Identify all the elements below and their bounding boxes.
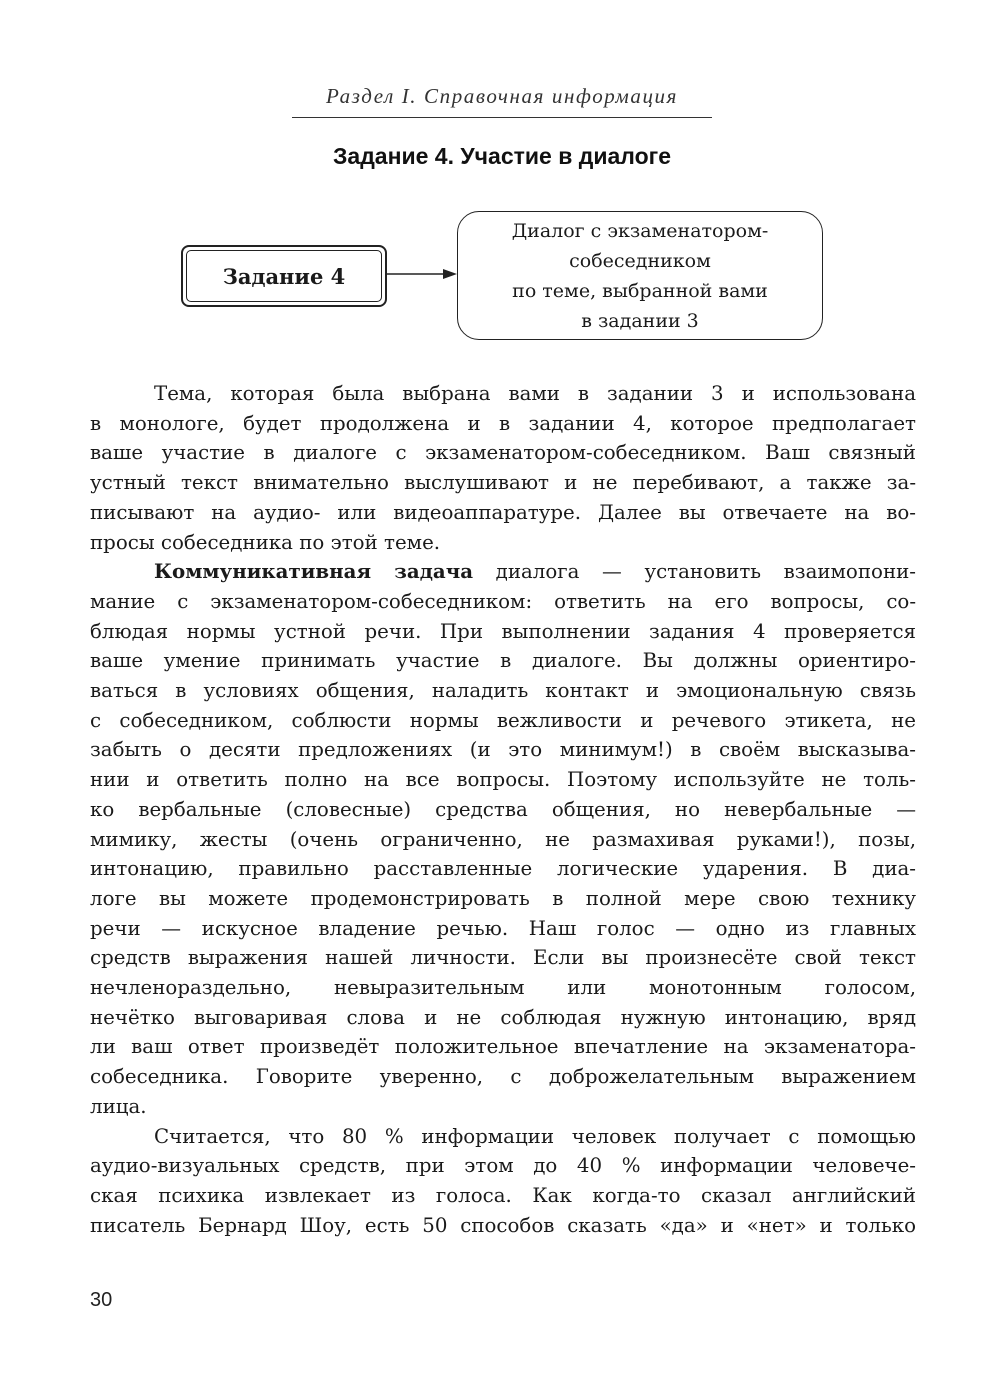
section-title: Задание 4. Участие в диалоге	[333, 143, 671, 169]
text-line: блюдая нормы устной речи. При выполнении задания 4 проверяется	[90, 619, 916, 643]
page-number: 30	[90, 1289, 113, 1311]
bold-term: Коммуникативная задача	[154, 559, 474, 584]
text-line: ская психика извлекает из голоса. Как когда-то сказал английский	[90, 1183, 916, 1207]
text-line: нечленораздельно, невыразительным или монотонным голосом,	[90, 976, 916, 1000]
text-line: нии и ответить полно на все вопросы. Поэтому используйте не толь-	[90, 768, 916, 792]
dialog-box-line: Диалог с экзаменатором-	[511, 219, 769, 242]
text-line: ваться в условиях общения, наладить контакт и эмоциональную связь	[90, 679, 916, 703]
text-line: нечётко выговаривая слова и не соблюдая нужную интонацию, вряд	[90, 1005, 916, 1029]
paragraph-3	[90, 1122, 916, 1241]
text-line: писатель Бернард Шоу, есть 50 способов сказать «да» и «нет» и только	[90, 1213, 916, 1237]
text-line: Тема, которая была выбрана вами в задании 3 и использована	[154, 382, 916, 405]
task-box	[181, 245, 387, 307]
text-line: в монологе, будет продолжена и в задании 4, которое предполагает	[90, 411, 916, 435]
text-line: писывают на аудио- или видеоаппаратуре. Далее вы отвечаете на во-	[90, 500, 916, 524]
text-line: речи — искусное владение речью. Наш голос — одно из главных	[90, 916, 916, 940]
body-text	[90, 379, 916, 1240]
arrow-right-icon	[387, 266, 459, 282]
text-line: мимику, жесты (очень ограниченно, не размахивая руками!), позы,	[90, 827, 916, 851]
dialog-box-line: в задании 3	[581, 309, 699, 332]
text-line: аудио-визуальных средств, при этом до 40 % информации человече-	[90, 1154, 916, 1178]
text-line: устный текст внимательно выслушивают и не перебивают, а также за-	[90, 471, 916, 495]
text-line-lead	[90, 557, 916, 587]
text-line: ли ваш ответ произведёт положительное впечатление на экзаменатора-	[90, 1035, 916, 1059]
task-box-label: Задание 4	[222, 263, 346, 289]
dialog-box-line: по теме, выбранной вами	[512, 279, 768, 302]
text-line: ваше умение принимать участие в диалоге. Вы должны ориентиро-	[90, 649, 916, 673]
paragraph-2	[90, 557, 916, 1121]
text-line: собеседника. Говорите уверенно, с доброжелательным выражением	[90, 1065, 916, 1089]
text-line: мание с экзаменатором-собеседником: ответить на его вопросы, со-	[90, 589, 916, 613]
dialog-box-text	[512, 216, 769, 336]
text-line: ваше участие в диалоге с экзаменатором-собеседником. Ваш связный	[90, 441, 916, 465]
dialog-box	[457, 211, 823, 340]
text-line: с собеседником, соблюсти нормы вежливости и речевого этикета, не	[90, 708, 916, 732]
text-line: лица.	[90, 1094, 147, 1118]
text-line: интонацию, правильно расставленные логические ударения. В диа-	[90, 857, 916, 881]
text-line: просы собеседника по этой теме.	[90, 530, 441, 554]
dialog-box-line: собеседником	[569, 249, 711, 272]
text-line: Считается, что 80 % информации человек получает с помощью	[154, 1124, 916, 1148]
running-header: Раздел I. Справочная информация	[325, 84, 679, 108]
paragraph-1	[90, 379, 916, 557]
text-line-rest: диалога — установить взаимопони-	[473, 560, 916, 584]
text-line: забыть о десяти предложениях (и это минимум!) в своём высказыва-	[90, 738, 916, 762]
header-rule	[292, 117, 712, 118]
text-line: ко вербальные (словесные) средства общения, но невербальные —	[90, 797, 916, 821]
text-line: логе вы можете продемонстрировать в полной мере свою технику	[90, 886, 916, 910]
text-line: средств выражения нашей личности. Если вы произнесёте свой текст	[90, 946, 916, 970]
